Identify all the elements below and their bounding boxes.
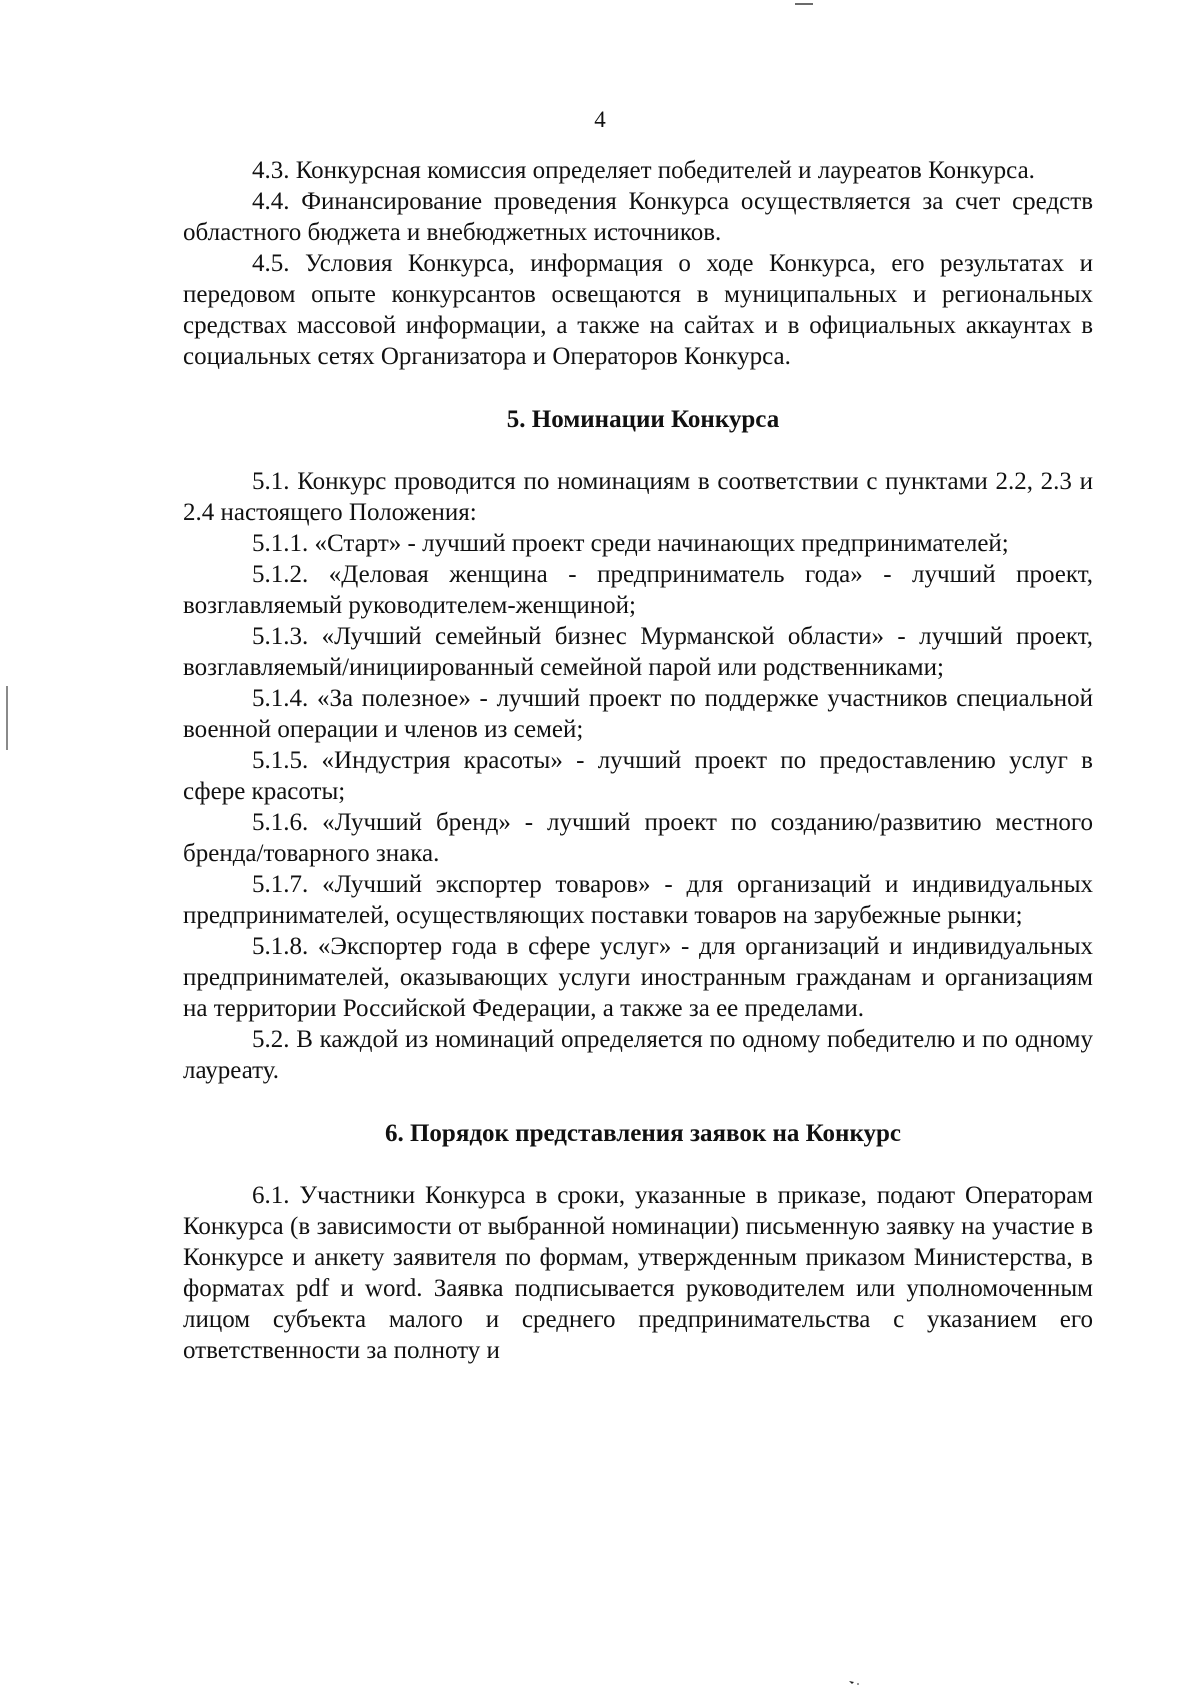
paragraph-5-1-8: 5.1.8. «Экспортер года в сфере услуг» - для организаций и индивидуальных предпринимателей, оказывающих услуги иностранным гражданам и организациям на территории Российской Федерации, а также за ее пределами. — [183, 933, 1093, 1022]
document-body — [183, 155, 1093, 1366]
paragraph-5-1: 5.1. Конкурс проводится по номинациям в соответствии с пунктами 2.2, 2.3 и 2.4 настоящего Положения: — [183, 468, 1093, 526]
paragraph-6-1: 6.1. Участники Конкурса в сроки, указанные в приказе, подают Операторам Конкурса (в зависимости от выбранной номинации) письменную заявку на участие в Конкурсе и анкету заявителя по формам, утвержденным приказом Министерства, в форматах pdf и word. Заявка подписывается руководителем или уполномоченным лицом субъекта малого и среднего предпринимательства с указанием его ответственности за полноту и — [183, 1182, 1093, 1364]
section-5-heading: 5. Номинации Конкурса — [506, 406, 780, 433]
scan-speck — [848, 1680, 862, 1686]
scan-artifact-left — [6, 686, 8, 750]
paragraph-5-1-1: 5.1.1. «Старт» - лучший проект среди начинающих предпринимателей; — [252, 530, 1009, 557]
page-number: 4 — [594, 107, 606, 132]
paragraph-5-1-3: 5.1.3. «Лучший семейный бизнес Мурманской области» - лучший проект, возглавляемый/инициированный семейной парой или родственниками; — [183, 623, 1093, 681]
scan-artifact-top — [795, 3, 813, 5]
paragraph-4-3: 4.3. Конкурсная комиссия определяет победителей и лауреатов Конкурса. — [252, 157, 1035, 184]
paragraph-5-1-2: 5.1.2. «Деловая женщина - предприниматель года» - лучший проект, возглавляемый руководителем-женщиной; — [183, 561, 1093, 619]
paragraph-5-1-7: 5.1.7. «Лучший экспортер товаров» - для организаций и индивидуальных предпринимателей, осуществляющих поставки товаров на зарубежные рынки; — [183, 871, 1093, 929]
paragraph-4-4: 4.4. Финансирование проведения Конкурса осуществляется за счет средств областного бюджета и внебюджетных источников. — [183, 188, 1093, 246]
paragraph-5-1-6: 5.1.6. «Лучший бренд» - лучший проект по созданию/развитию местного бренда/товарного знака. — [183, 809, 1093, 867]
paragraph-5-1-4: 5.1.4. «За полезное» - лучший проект по поддержке участников специальной военной операции и членов из семей; — [183, 685, 1093, 743]
section-6-heading: 6. Порядок представления заявок на Конкурс — [384, 1120, 901, 1147]
paragraph-5-1-5: 5.1.5. «Индустрия красоты» - лучший проект по предоставлению услуг в сфере красоты; — [183, 747, 1093, 805]
paragraph-4-5: 4.5. Условия Конкурса, информация о ходе Конкурса, его результатах и передовом опыте конкурсантов освещаются в муниципальных и региональных средствах массовой информации, а также на сайтах и в официальных аккаунтах в социальных сетях Организатора и Операторов Конкурса. — [183, 250, 1093, 370]
paragraph-5-2: 5.2. В каждой из номинаций определяется по одному победителю и по одному лауреату. — [183, 1026, 1093, 1084]
